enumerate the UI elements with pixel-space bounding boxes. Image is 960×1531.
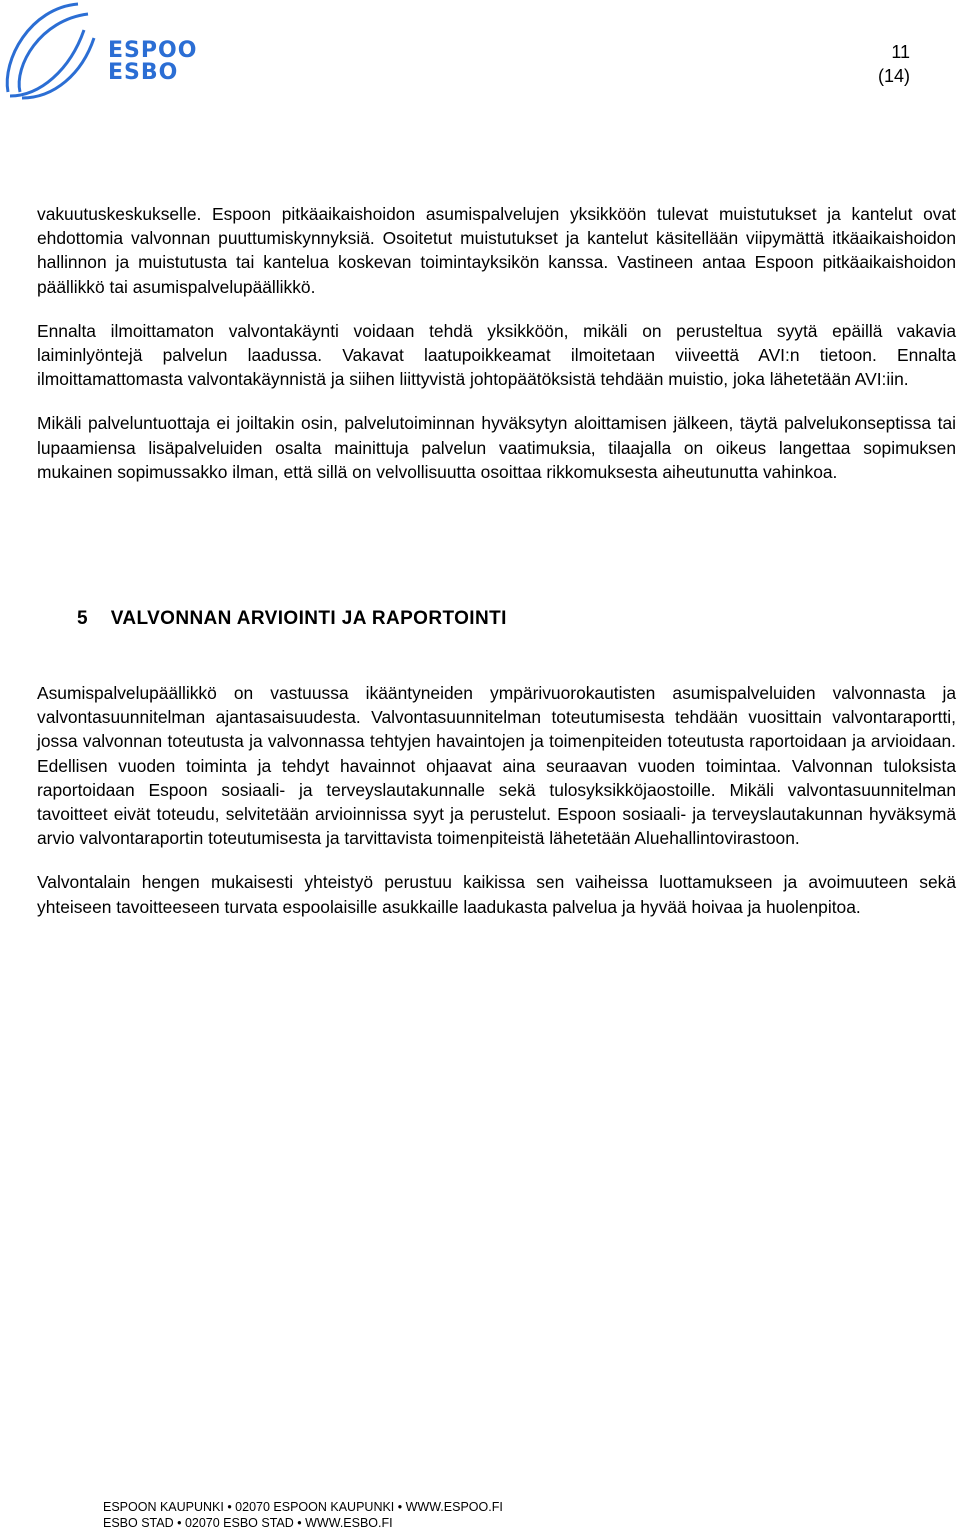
logo-line-1: ESPOO bbox=[108, 38, 198, 63]
espoo-logo bbox=[0, 0, 200, 100]
section-number: 5 bbox=[77, 608, 88, 629]
espoo-logo-swirl-icon bbox=[0, 0, 100, 100]
paragraph-unannounced-visit: Ennalta ilmoittamaton valvontakäynti voidaan tehdä yksikköön, mikäli on perusteltua syytä epäillä vakavia laiminlyöntejä palvelun laadussa. Vakavat laatupoikkeamat ilmoitetaan viiveettä AVI:n tietoon. Ennalta ilmoittamattomasta valvontakäynnistä ja siihen liittyvistä johtopäätöksistä tehdään muistio, joka lähetetään AVI:iin. bbox=[37, 320, 956, 390]
paragraph-complaints: vakuutuskeskukselle. Espoon pitkäaikaishoidon asumispalvelujen yksikköön tulevat muistutukset ja kantelut ovat ehdottomia valvonnan puuttumiskynnyksiä. Osoitetut muistutukset ja kantelut käsitellään viipymättä itkäaikaishoidon hallinnon ja muistutusta tai kantelua koskevan toimintayksikön kanssa. Vastineen antaa Espoon pitkäaikaishoidon päällikkö tai asumispalvelupäällikkö. bbox=[37, 204, 956, 297]
logo-wordmark bbox=[108, 40, 197, 84]
section-heading bbox=[77, 608, 507, 630]
paragraph-cooperation: Valvontalain hengen mukaisesti yhteistyö perustuu kaikissa sen vaiheissa luottamukseen ja avoimuuteen sekä yhteiseen tavoitteeseen turvata espoolaisille asukkaille laadukasta palvelua ja hyvää hoivaa ja huolenpitoa. bbox=[37, 872, 956, 917]
footer-line-1: ESPOON KAUPUNKI • 02070 ESPOON KAUPUNKI • WWW.ESPOO.FI bbox=[103, 1500, 503, 1514]
page-total: (14) bbox=[877, 66, 910, 86]
page-current: 11 bbox=[891, 42, 910, 62]
footer-line-2: ESBO STAD • 02070 ESBO STAD • WWW.ESBO.FI bbox=[103, 1516, 393, 1530]
paragraph-penalty: Mikäli palveluntuottaja ei joiltakin osin, palvelutoiminnan hyväksytyn aloittamisen jälkeen, täytä palvelukonseptissa tai lupaamiensa lisäpalveluiden osalta mainittuja palvelun vaatimuksia, tilaajalla on oikeus langettaa sopimuksen mukainen sopimussakko ilman, että sillä on velvollisuutta osoittaa rikkomuksesta aiheutunutta vahinkoa. bbox=[37, 413, 956, 482]
page-number bbox=[878, 40, 910, 88]
logo-line-2: ESBO bbox=[108, 60, 179, 85]
footer bbox=[103, 1499, 503, 1531]
paragraph-reporting: Asumispalvelupäällikkö on vastuussa ikääntyneiden ympärivuorokautisten asumispalveluiden valvonnasta ja valvontasuunnitelman ajantasaisuudesta. Valvontasuunnitelman toteutumisesta tehdään vuosittain valvontaraportti, jossa valvonnan toteutusta ja valvonnassa tehtyjen havaintojen ja toimenpiteiden toteutusta raportoidaan ja arvioidaan. Edellisen vuoden toiminta ja tehdyt havainnot ohjaavat aina seuraavan vuoden toimintaa. Valvonnan tuloksista raportoidaan Espoon sosiaali- ja terveyslautakunnalle sekä tulosyksikköjaostoille. Mikäli valvontasuunnitelman tavoitteet eivät toteudu, selvitetään arvioinnissa syyt ja perustelut. Espoon sosiaali- ja terveyslautakunnan hyväksymä arvio valvontaraportin toteutumisesta ja tarvittavista toimenpiteistä lähetetään Aluehallintovirastoon. bbox=[37, 683, 956, 849]
body-text bbox=[37, 202, 956, 484]
section-body bbox=[37, 681, 956, 939]
section-title: VALVONNAN ARVIOINTI JA RAPORTOINTI bbox=[110, 608, 507, 629]
